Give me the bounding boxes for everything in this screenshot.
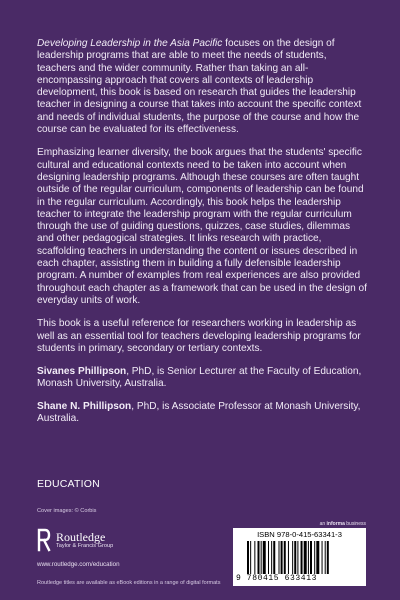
barcode-bar [308,541,309,574]
informa-note [320,521,366,527]
barcode-bar [284,541,286,574]
barcode-bar [273,541,275,574]
barcode-bar [322,541,323,574]
blurb-paragraph-1-text: focuses on the design of leadership programs that are able to meet the needs of students, teachers and the wider community. Rather than taking an all-encompassing approach that covers all contexts of leadership development, this book is based on research that guides the leadership teacher in designing a course that takes into account the specific context and needs of individual students, the purpose of the course and how the course can be evaluated for its effectiveness. [37,38,362,136]
barcode-digits: 9 780415 633413 [236,574,318,583]
barcode-bar [314,541,315,574]
barcode-bar [288,541,289,574]
publisher-logo [37,528,113,552]
author-name-1: Sivanes Phillipson [37,366,127,378]
isbn-label: ISBN 978-0-415-63341-3 [257,530,342,539]
cover-credit: Cover images: © Corbis [37,508,97,514]
author-bio-text-1: , PhD, is Senior Lecturer at the Faculty of Education, Monash University, Australia. [37,366,362,390]
subject-category: EDUCATION [37,478,100,490]
barcode-bar [297,541,298,574]
author-bio-1 [37,366,367,391]
informa-brand: informa [326,521,345,527]
barcode-bar [301,541,303,574]
barcode-bar [247,541,249,574]
publisher-url: www.routledge.com/education [37,561,120,568]
barcode-bar [279,541,280,574]
book-title: Developing Leadership in the Asia Pacific [37,38,223,49]
barcode-bar [254,541,255,574]
barcode-bar [304,541,307,574]
informa-prefix: an [319,521,327,527]
barcode-bar [263,541,266,574]
barcode-bar [327,541,329,574]
barcode-image [247,541,362,574]
barcode-bar [258,541,260,574]
barcode-bar [294,541,296,574]
publisher-group: Taylor & Francis Group [56,542,114,549]
barcode-bar [268,541,269,574]
blurb-paragraph-1 [37,38,367,136]
barcode-bar [292,541,293,574]
author-name-2: Shane N. Phillipson [37,400,132,412]
blurb [37,38,367,435]
author-bio-2 [37,401,367,426]
barcode-bar [310,541,312,574]
barcode-bar [325,541,326,574]
author-bio-text-2: , PhD, is Associate Professor at Monash University, Australia. [37,400,361,425]
blurb-paragraph-2: Emphasizing learner diversity, the book argues that the students' specific cultural and educational contexts need to be taken into account when designing leadership programs. Although these courses are often taught outside of the regular curriculum, components of leadership can be found in the regular curriculum. Accordingly, this book helps the leadership teacher to integrate the leadership program with the regular curriculum through the use of guiding questions, quizzes, case studies, dilemmas and other pedagogical strategies. It links research with practice, scaffolding teachers in understanding the content or issues described in each chapter, assisting them in building a fully defensible leadership program. A number of examples from real experiences are also provided throughout each chapter as a framework that can be used in the design of everyday units of work. [37,147,367,306]
ebook-note: Routledge titles are available as eBook editions in a range of digital formats [37,580,221,586]
routledge-logo-icon [37,528,51,552]
barcode-bar [316,541,319,574]
barcode-bar [250,541,251,574]
barcode-panel [233,528,366,586]
barcode-bar [271,541,272,574]
informa-suffix: business [344,521,366,527]
barcode-bar [281,541,283,574]
publisher-name: Routledge [56,529,106,544]
blurb-paragraph-3: This book is a useful reference for researchers working in leadership as well as an essential tool for teachers developing leadership programs for students in primary, secondary or tertiary contexts. [37,318,361,354]
barcode-bar [261,541,262,574]
